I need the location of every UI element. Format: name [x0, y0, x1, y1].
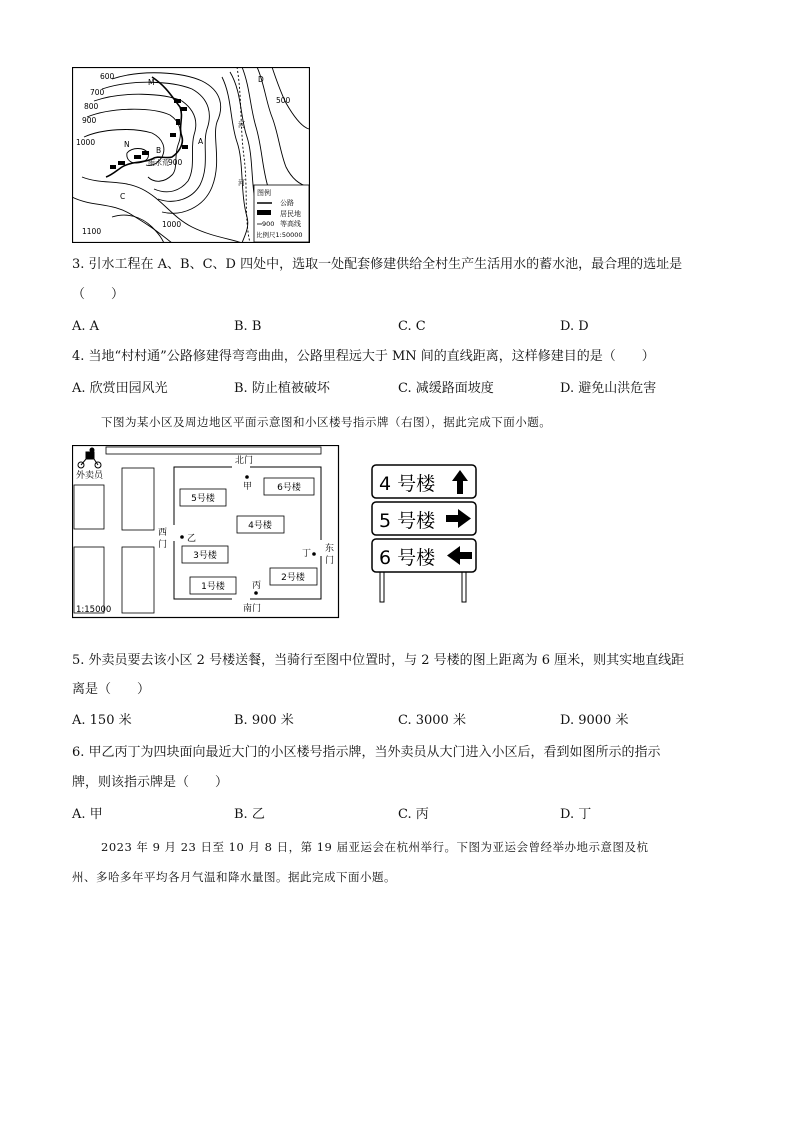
- legend-title: 图例: [257, 189, 271, 197]
- contour-label-900b: 900: [168, 158, 183, 167]
- contour-label-600: 600: [100, 72, 115, 81]
- community-map: [72, 445, 340, 619]
- building-signboard: [368, 462, 480, 604]
- contour-label-500: 500: [276, 96, 291, 105]
- sign-yi: 乙: [187, 534, 197, 544]
- point-b: B: [156, 146, 162, 155]
- north-gate-label: 北门: [235, 456, 254, 466]
- topographic-map: [72, 67, 310, 243]
- contour-label-1000b: 1000: [162, 220, 182, 229]
- map-legend: [254, 185, 309, 242]
- river-label: 河: [238, 121, 245, 129]
- courier-label: 外卖员: [76, 471, 104, 481]
- river-label: 河: [238, 179, 245, 187]
- building-4: 4号楼: [248, 521, 272, 531]
- option-a: A. 欣赏田园风光: [72, 381, 168, 396]
- east-gate-label: 东: [325, 544, 335, 554]
- section-intro: 2023 年 9 月 23 日至 10 月 8 日，第 19 届亚运会在杭州举行。下图为亚运会曾经举办地示意图及杭: [101, 840, 649, 854]
- south-gate-label: 南门: [243, 604, 262, 614]
- contour-label-1000: 1000: [76, 138, 96, 147]
- question-3-stem: 3. 引水工程在 A、B、C、D 四处中，选取一处配套修建供给全村生产生活用水的蓄水池，最合理的选址是: [72, 257, 683, 272]
- question-3: [72, 254, 752, 276]
- sign-ding: 丁: [302, 549, 312, 559]
- contour-label-900: 900: [82, 116, 97, 125]
- legend-road: 公路: [280, 199, 294, 207]
- option-d: D. 9000 米: [560, 713, 629, 728]
- sign-row-6: 6 号楼: [379, 547, 436, 569]
- sign-jia: 甲: [243, 482, 253, 492]
- question-6-stem-cont: 牌，则该指示牌是（ ）: [72, 775, 229, 790]
- section-intro-cont: 州、多哈多年平均各月气温和降水量图。据此完成下面小题。: [72, 870, 396, 884]
- option-d: D. 避免山洪危害: [560, 381, 657, 396]
- sign-row-4: 4 号楼: [379, 473, 436, 495]
- building-1: 1号楼: [201, 582, 225, 592]
- option-d: D. D: [560, 319, 589, 334]
- option-c: C. 3000 米: [398, 713, 466, 728]
- east-gate-label: 门: [325, 556, 335, 566]
- village-label: 雨水荒: [148, 159, 169, 167]
- option-b: B. B: [234, 319, 262, 334]
- building-3: 3号楼: [193, 551, 217, 561]
- point-n: N: [124, 140, 130, 149]
- question-6-stem: 6. 甲乙丙丁为四块面向最近大门的小区楼号指示牌，当外卖员从大门进入小区后，看到如图所示的指示: [72, 745, 661, 760]
- section-intro: 下图为某小区及周边地区平面示意图和小区楼号指示牌（右图），据此完成下面小题。: [101, 415, 552, 429]
- option-c: C. 减缓路面坡度: [398, 381, 494, 396]
- option-a: A. 甲: [72, 807, 103, 822]
- point-m: M: [148, 78, 155, 87]
- option-d: D. 丁: [560, 807, 592, 822]
- scale-label: 1:15000: [76, 605, 112, 615]
- contour-label-1100: 1100: [82, 227, 102, 236]
- sign-row-5: 5 号楼: [379, 510, 436, 532]
- point-a: A: [198, 137, 204, 146]
- legend-contour: 等高线: [280, 220, 301, 228]
- west-gate-label: 门: [158, 540, 168, 550]
- option-a: A. A: [72, 319, 100, 334]
- question-5-stem-cont: 离是（ ）: [72, 682, 151, 697]
- legend-settlement: 居民地: [280, 210, 301, 218]
- option-c: C. 丙: [398, 807, 429, 822]
- contour-label-800: 800: [84, 102, 99, 111]
- point-d: D: [258, 75, 264, 84]
- question-4-stem: 4. 当地“村村通”公路修建得弯弯曲曲，公路里程远大于 MN 间的直线距离，这样修建目的是（ ）: [72, 349, 655, 364]
- answer-paren: （ ）: [72, 287, 125, 302]
- option-b: B. 乙: [234, 807, 265, 822]
- building-5: 5号楼: [191, 494, 215, 504]
- building-6: 6号楼: [277, 483, 301, 493]
- legend-scale: 比例尺1:50000: [256, 231, 303, 239]
- legend-contour-value: 900: [262, 220, 275, 228]
- building-2: 2号楼: [281, 573, 305, 583]
- contour-label-700: 700: [90, 88, 105, 97]
- point-c: C: [120, 192, 126, 201]
- sign-bing: 丙: [252, 581, 262, 591]
- option-b: B. 防止植被破坏: [234, 381, 330, 396]
- option-c: C. C: [398, 319, 426, 334]
- option-b: B. 900 米: [234, 713, 294, 728]
- west-gate-label: 西: [158, 528, 168, 538]
- question-5-stem: 5. 外卖员要去该小区 2 号楼送餐，当骑行至图中位置时，与 2 号楼的图上距离为 6 厘米，则其实地直线距: [72, 653, 685, 668]
- option-a: A. 150 米: [72, 713, 132, 728]
